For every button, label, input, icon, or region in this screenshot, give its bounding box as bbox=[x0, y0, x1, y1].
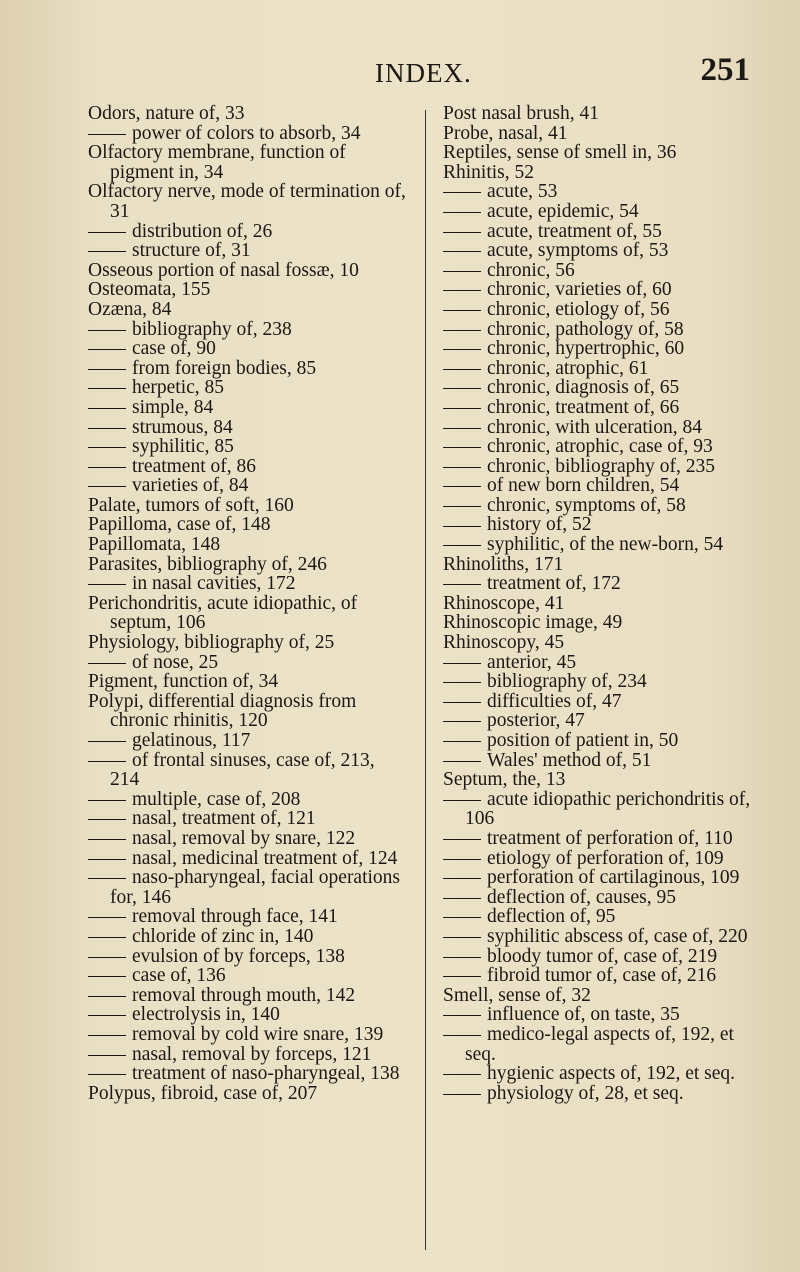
entry-text: Olfactory membrane, function of pigment in, 34 bbox=[88, 142, 346, 183]
ditto-dash bbox=[443, 388, 481, 389]
index-subentry bbox=[88, 339, 408, 359]
index-subentry bbox=[443, 1084, 763, 1104]
entry-text: Pigment, function of, 34 bbox=[88, 671, 279, 693]
entry-text: chronic, bibliography of, 235 bbox=[487, 455, 715, 477]
entry-text: gelatinous, 117 bbox=[132, 730, 251, 751]
ditto-dash bbox=[443, 1015, 481, 1016]
index-entry bbox=[443, 163, 763, 183]
ditto-dash bbox=[443, 761, 481, 762]
ditto-dash bbox=[443, 369, 481, 370]
entry-text: structure of, 31 bbox=[132, 240, 251, 262]
entry-text: perforation of cartilaginous, 109 bbox=[487, 867, 740, 889]
entry-text: chronic, treatment of, 66 bbox=[487, 396, 680, 418]
ditto-dash bbox=[443, 937, 481, 938]
entry-text: chronic, with ulceration, 84 bbox=[487, 416, 702, 438]
ditto-dash bbox=[443, 1074, 481, 1075]
index-subentry bbox=[88, 907, 408, 927]
ditto-dash bbox=[443, 212, 481, 213]
ditto-dash bbox=[88, 819, 126, 820]
index-subentry bbox=[443, 222, 763, 242]
entry-text: acute, 53 bbox=[487, 181, 558, 203]
index-subentry bbox=[88, 809, 408, 829]
index-subentry bbox=[443, 241, 763, 261]
entry-text: nasal, removal by snare, 122 bbox=[132, 827, 356, 849]
index-subentry bbox=[443, 790, 763, 829]
entry-text: history of, 52 bbox=[487, 514, 592, 536]
ditto-dash bbox=[443, 859, 481, 860]
ditto-dash bbox=[443, 447, 481, 448]
index-subentry bbox=[88, 1045, 408, 1065]
entry-text: syphilitic, of the new-born, 54 bbox=[487, 534, 724, 556]
index-subentry bbox=[88, 1064, 408, 1084]
index-entry bbox=[88, 496, 408, 516]
index-subentry bbox=[443, 300, 763, 320]
entry-text: case of, 136 bbox=[132, 965, 226, 987]
entry-text: of new born children, 54 bbox=[487, 475, 680, 497]
entry-text: acute, symptoms of, 53 bbox=[487, 240, 669, 262]
index-subentry bbox=[88, 790, 408, 810]
ditto-dash bbox=[443, 192, 481, 193]
index-subentry bbox=[88, 868, 408, 907]
index-subentry bbox=[88, 359, 408, 379]
ditto-dash bbox=[88, 996, 126, 997]
index-subentry bbox=[443, 418, 763, 438]
ditto-dash bbox=[443, 271, 481, 272]
entry-text: Papillomata, 148 bbox=[88, 534, 221, 556]
ditto-dash bbox=[443, 663, 481, 664]
entry-text: Osseous portion of nasal fossæ, 10 bbox=[88, 259, 359, 281]
entry-text: chloride of zinc in, 140 bbox=[132, 925, 314, 947]
ditto-dash bbox=[88, 330, 126, 331]
index-entry bbox=[443, 555, 763, 575]
index-subentry bbox=[443, 1025, 763, 1064]
index-subentry bbox=[88, 476, 408, 496]
index-entry bbox=[88, 143, 408, 182]
index-entry bbox=[88, 182, 408, 221]
index-subentry bbox=[443, 672, 763, 692]
entry-text: chronic, symptoms of, 58 bbox=[487, 494, 686, 516]
ditto-dash bbox=[443, 1094, 481, 1095]
index-subentry bbox=[443, 378, 763, 398]
entry-text: acute, epidemic, 54 bbox=[487, 200, 639, 222]
entry-text: fibroid tumor of, case of, 216 bbox=[487, 965, 717, 987]
entry-text: Odors, nature of, 33 bbox=[88, 103, 245, 124]
entry-text: removal through face, 141 bbox=[132, 906, 338, 928]
entry-text: Rhinoscopy, 45 bbox=[443, 632, 565, 654]
index-column-right bbox=[443, 104, 763, 1103]
index-subentry bbox=[443, 182, 763, 202]
ditto-dash bbox=[88, 232, 126, 233]
ditto-dash bbox=[443, 957, 481, 958]
entry-text: syphilitic abscess of, case of, 220 bbox=[487, 925, 748, 947]
entry-text: electrolysis in, 140 bbox=[132, 1004, 280, 1026]
entry-text: acute idiopathic perichondritis of, 106 bbox=[465, 788, 751, 830]
entry-text: treatment of, 86 bbox=[132, 455, 256, 477]
ditto-dash bbox=[443, 800, 481, 801]
entry-text: removal through mouth, 142 bbox=[132, 984, 356, 1006]
entry-text: bibliography of, 238 bbox=[132, 318, 292, 340]
entry-text: Smell, sense of, 32 bbox=[443, 984, 591, 1006]
index-subentry bbox=[88, 457, 408, 477]
entry-text: deflection of, causes, 95 bbox=[487, 886, 676, 908]
index-entry bbox=[443, 594, 763, 614]
index-subentry bbox=[443, 868, 763, 888]
entry-text: difficulties of, 47 bbox=[487, 690, 622, 712]
entry-text: etiology of perforation of, 109 bbox=[487, 847, 724, 869]
ditto-dash bbox=[88, 859, 126, 860]
ditto-dash bbox=[88, 428, 126, 429]
index-subentry bbox=[443, 359, 763, 379]
index-subentry bbox=[88, 927, 408, 947]
ditto-dash bbox=[88, 663, 126, 664]
ditto-dash bbox=[443, 878, 481, 879]
index-subentry bbox=[443, 1005, 763, 1025]
entry-text: in nasal cavities, 172 bbox=[132, 573, 296, 595]
index-subentry bbox=[443, 927, 763, 947]
index-subentry bbox=[443, 574, 763, 594]
ditto-dash bbox=[443, 526, 481, 527]
index-subentry bbox=[88, 418, 408, 438]
index-subentry bbox=[443, 849, 763, 869]
index-subentry bbox=[443, 457, 763, 477]
entry-text: position of patient in, 50 bbox=[487, 730, 679, 751]
ditto-dash bbox=[88, 1074, 126, 1075]
index-entry bbox=[88, 555, 408, 575]
entry-text: anterior, 45 bbox=[487, 651, 577, 673]
index-subentry bbox=[88, 124, 408, 144]
entry-text: physiology of, 28, et seq. bbox=[487, 1082, 684, 1104]
ditto-dash bbox=[88, 134, 126, 135]
index-entry bbox=[443, 770, 763, 790]
entry-text: syphilitic, 85 bbox=[132, 436, 234, 458]
ditto-dash bbox=[443, 917, 481, 918]
entry-text: chronic, etiology of, 56 bbox=[487, 298, 670, 320]
entry-text: herpetic, 85 bbox=[132, 377, 225, 399]
ditto-dash bbox=[443, 290, 481, 291]
entry-text: Polypus, fibroid, case of, 207 bbox=[88, 1082, 318, 1104]
entry-text: chronic, atrophic, 61 bbox=[487, 357, 649, 379]
entry-text: influence of, on taste, 35 bbox=[487, 1004, 680, 1026]
index-column-left bbox=[88, 104, 408, 1103]
index-subentry bbox=[443, 515, 763, 535]
ditto-dash bbox=[443, 839, 481, 840]
entry-text: of frontal sinuses, case of, 213, 214 bbox=[110, 749, 375, 791]
ditto-dash bbox=[443, 467, 481, 468]
ditto-dash bbox=[88, 957, 126, 958]
index-subentry bbox=[88, 829, 408, 849]
index-subentry bbox=[443, 280, 763, 300]
index-subentry bbox=[443, 751, 763, 771]
ditto-dash bbox=[443, 545, 481, 546]
ditto-dash bbox=[443, 330, 481, 331]
entry-text: treatment of naso-pharyngeal, 138 bbox=[132, 1063, 400, 1085]
index-subentry bbox=[443, 829, 763, 849]
ditto-dash bbox=[88, 388, 126, 389]
index-subentry bbox=[443, 496, 763, 516]
index-subentry bbox=[443, 535, 763, 555]
ditto-dash bbox=[443, 721, 481, 722]
ditto-dash bbox=[88, 878, 126, 879]
entry-text: varieties of, 84 bbox=[132, 475, 249, 497]
index-entry bbox=[88, 104, 408, 124]
ditto-dash bbox=[88, 937, 126, 938]
entry-text: chronic, hypertrophic, 60 bbox=[487, 338, 685, 360]
entry-text: Rhinitis, 52 bbox=[443, 161, 535, 183]
index-entry bbox=[88, 1084, 408, 1104]
entry-text: Post nasal brush, 41 bbox=[443, 103, 599, 124]
ditto-dash bbox=[88, 251, 126, 252]
ditto-dash bbox=[443, 408, 481, 409]
entry-text: medico-legal aspects of, 192, et seq. bbox=[465, 1023, 734, 1065]
entry-text: chronic, diagnosis of, 65 bbox=[487, 377, 680, 399]
index-subentry bbox=[88, 1025, 408, 1045]
entry-text: bibliography of, 234 bbox=[487, 671, 647, 693]
index-subentry bbox=[443, 320, 763, 340]
index-subentry bbox=[443, 1064, 763, 1084]
entry-text: Papilloma, case of, 148 bbox=[88, 514, 271, 536]
entry-text: Rhinoscopic image, 49 bbox=[443, 612, 623, 634]
ditto-dash bbox=[88, 976, 126, 977]
index-entry bbox=[88, 261, 408, 281]
ditto-dash bbox=[88, 447, 126, 448]
entry-text: case of, 90 bbox=[132, 338, 216, 360]
entry-text: chronic, varieties of, 60 bbox=[487, 279, 672, 301]
entry-text: nasal, treatment of, 121 bbox=[132, 808, 316, 830]
entry-text: Perichondritis, acute idiopathic, of septum, 106 bbox=[88, 592, 358, 634]
entry-text: Polypi, differential diagnosis from chronic rhinitis, 120 bbox=[88, 690, 357, 732]
entry-text: treatment of perforation of, 110 bbox=[487, 827, 733, 849]
index-entry bbox=[443, 124, 763, 144]
index-entry bbox=[88, 594, 408, 633]
index-subentry bbox=[88, 751, 408, 790]
index-subentry bbox=[443, 731, 763, 751]
index-subentry bbox=[88, 849, 408, 869]
entry-text: hygienic aspects of, 192, et seq. bbox=[487, 1063, 736, 1085]
index-subentry bbox=[88, 398, 408, 418]
entry-text: chronic, 56 bbox=[487, 259, 575, 281]
entry-text: treatment of, 172 bbox=[487, 573, 621, 595]
ditto-dash bbox=[88, 800, 126, 801]
entry-text: removal by cold wire snare, 139 bbox=[132, 1023, 384, 1045]
entry-text: chronic, atrophic, case of, 93 bbox=[487, 436, 713, 458]
entry-text: Ozæna, 84 bbox=[88, 298, 172, 320]
index-subentry bbox=[88, 966, 408, 986]
ditto-dash bbox=[443, 506, 481, 507]
entry-text: Wales' method of, 51 bbox=[487, 749, 652, 771]
entry-text: acute, treatment of, 55 bbox=[487, 220, 662, 242]
entry-text: bloody tumor of, case of, 219 bbox=[487, 945, 718, 967]
ditto-dash bbox=[88, 1055, 126, 1056]
index-entry bbox=[88, 515, 408, 535]
ditto-dash bbox=[88, 369, 126, 370]
ditto-dash bbox=[443, 898, 481, 899]
index-subentry bbox=[88, 378, 408, 398]
ditto-dash bbox=[443, 702, 481, 703]
index-entry bbox=[443, 986, 763, 1006]
running-title: INDEX. bbox=[375, 58, 472, 88]
entry-text: simple, 84 bbox=[132, 396, 214, 418]
entry-text: from foreign bodies, 85 bbox=[132, 357, 317, 379]
index-subentry bbox=[443, 888, 763, 908]
ditto-dash bbox=[88, 917, 126, 918]
index-entry bbox=[88, 535, 408, 555]
index-subentry bbox=[88, 241, 408, 261]
index-entry bbox=[443, 633, 763, 653]
entry-text: nasal, removal by forceps, 121 bbox=[132, 1043, 372, 1065]
ditto-dash bbox=[88, 741, 126, 742]
entry-text: multiple, case of, 208 bbox=[132, 788, 301, 810]
ditto-dash bbox=[88, 349, 126, 350]
index-subentry bbox=[88, 437, 408, 457]
entry-text: deflection of, 95 bbox=[487, 906, 616, 928]
ditto-dash bbox=[88, 761, 126, 762]
index-subentry bbox=[443, 907, 763, 927]
index-subentry bbox=[88, 947, 408, 967]
entry-text: Rhinoliths, 171 bbox=[443, 553, 564, 575]
index-subentry bbox=[443, 202, 763, 222]
entry-text: chronic, pathology of, 58 bbox=[487, 318, 684, 340]
index-subentry bbox=[443, 476, 763, 496]
entry-text: naso-pharyngeal, facial operations for, 146 bbox=[110, 867, 401, 908]
entry-text: Parasites, bibliography of, 246 bbox=[88, 553, 327, 575]
ditto-dash bbox=[88, 584, 126, 585]
ditto-dash bbox=[88, 1015, 126, 1016]
index-subentry bbox=[88, 986, 408, 1006]
index-subentry bbox=[443, 261, 763, 281]
index-subentry bbox=[88, 653, 408, 673]
page-header bbox=[0, 52, 800, 92]
ditto-dash bbox=[443, 486, 481, 487]
ditto-dash bbox=[88, 408, 126, 409]
entry-text: Physiology, bibliography of, 25 bbox=[88, 632, 335, 654]
ditto-dash bbox=[88, 1035, 126, 1036]
index-entry bbox=[88, 672, 408, 692]
index-subentry bbox=[443, 398, 763, 418]
entry-text: Osteomata, 155 bbox=[88, 279, 211, 301]
index-entry bbox=[88, 692, 408, 731]
index-subentry bbox=[443, 339, 763, 359]
page-number: 251 bbox=[700, 52, 750, 88]
index-subentry bbox=[88, 574, 408, 594]
ditto-dash bbox=[443, 349, 481, 350]
index-subentry bbox=[443, 966, 763, 986]
entry-text: posterior, 47 bbox=[487, 710, 585, 732]
index-entry bbox=[443, 613, 763, 633]
ditto-dash bbox=[443, 232, 481, 233]
index-subentry bbox=[443, 692, 763, 712]
ditto-dash bbox=[88, 486, 126, 487]
index-subentry bbox=[88, 1005, 408, 1025]
ditto-dash bbox=[88, 467, 126, 468]
index-subentry bbox=[443, 653, 763, 673]
index-subentry bbox=[443, 437, 763, 457]
ditto-dash bbox=[443, 682, 481, 683]
entry-text: Probe, nasal, 41 bbox=[443, 122, 568, 144]
ditto-dash bbox=[443, 584, 481, 585]
index-subentry bbox=[443, 947, 763, 967]
ditto-dash bbox=[443, 976, 481, 977]
ditto-dash bbox=[88, 839, 126, 840]
index-subentry bbox=[443, 711, 763, 731]
ditto-dash bbox=[443, 741, 481, 742]
entry-text: Reptiles, sense of smell in, 36 bbox=[443, 142, 677, 164]
index-subentry bbox=[88, 222, 408, 242]
index-entry bbox=[443, 143, 763, 163]
entry-text: distribution of, 26 bbox=[132, 220, 273, 242]
entry-text: Rhinoscope, 41 bbox=[443, 592, 565, 614]
entry-text: power of colors to absorb, 34 bbox=[132, 122, 361, 144]
entry-text: Palate, tumors of soft, 160 bbox=[88, 494, 294, 516]
entry-text: evulsion of by forceps, 138 bbox=[132, 945, 345, 967]
index-entry bbox=[443, 104, 763, 124]
entry-text: Olfactory nerve, mode of termination of, 31 bbox=[88, 181, 406, 222]
index-entry bbox=[88, 633, 408, 653]
entry-text: nasal, medicinal treatment of, 124 bbox=[132, 847, 398, 869]
ditto-dash bbox=[443, 310, 481, 311]
ditto-dash bbox=[443, 251, 481, 252]
ditto-dash bbox=[443, 1035, 481, 1036]
entry-text: of nose, 25 bbox=[132, 651, 219, 673]
column-divider bbox=[425, 110, 426, 1250]
entry-text: strumous, 84 bbox=[132, 416, 233, 438]
index-entry bbox=[88, 280, 408, 300]
index-entry bbox=[88, 300, 408, 320]
entry-text: Septum, the, 13 bbox=[443, 769, 566, 791]
index-subentry bbox=[88, 731, 408, 751]
ditto-dash bbox=[443, 428, 481, 429]
index-subentry bbox=[88, 320, 408, 340]
